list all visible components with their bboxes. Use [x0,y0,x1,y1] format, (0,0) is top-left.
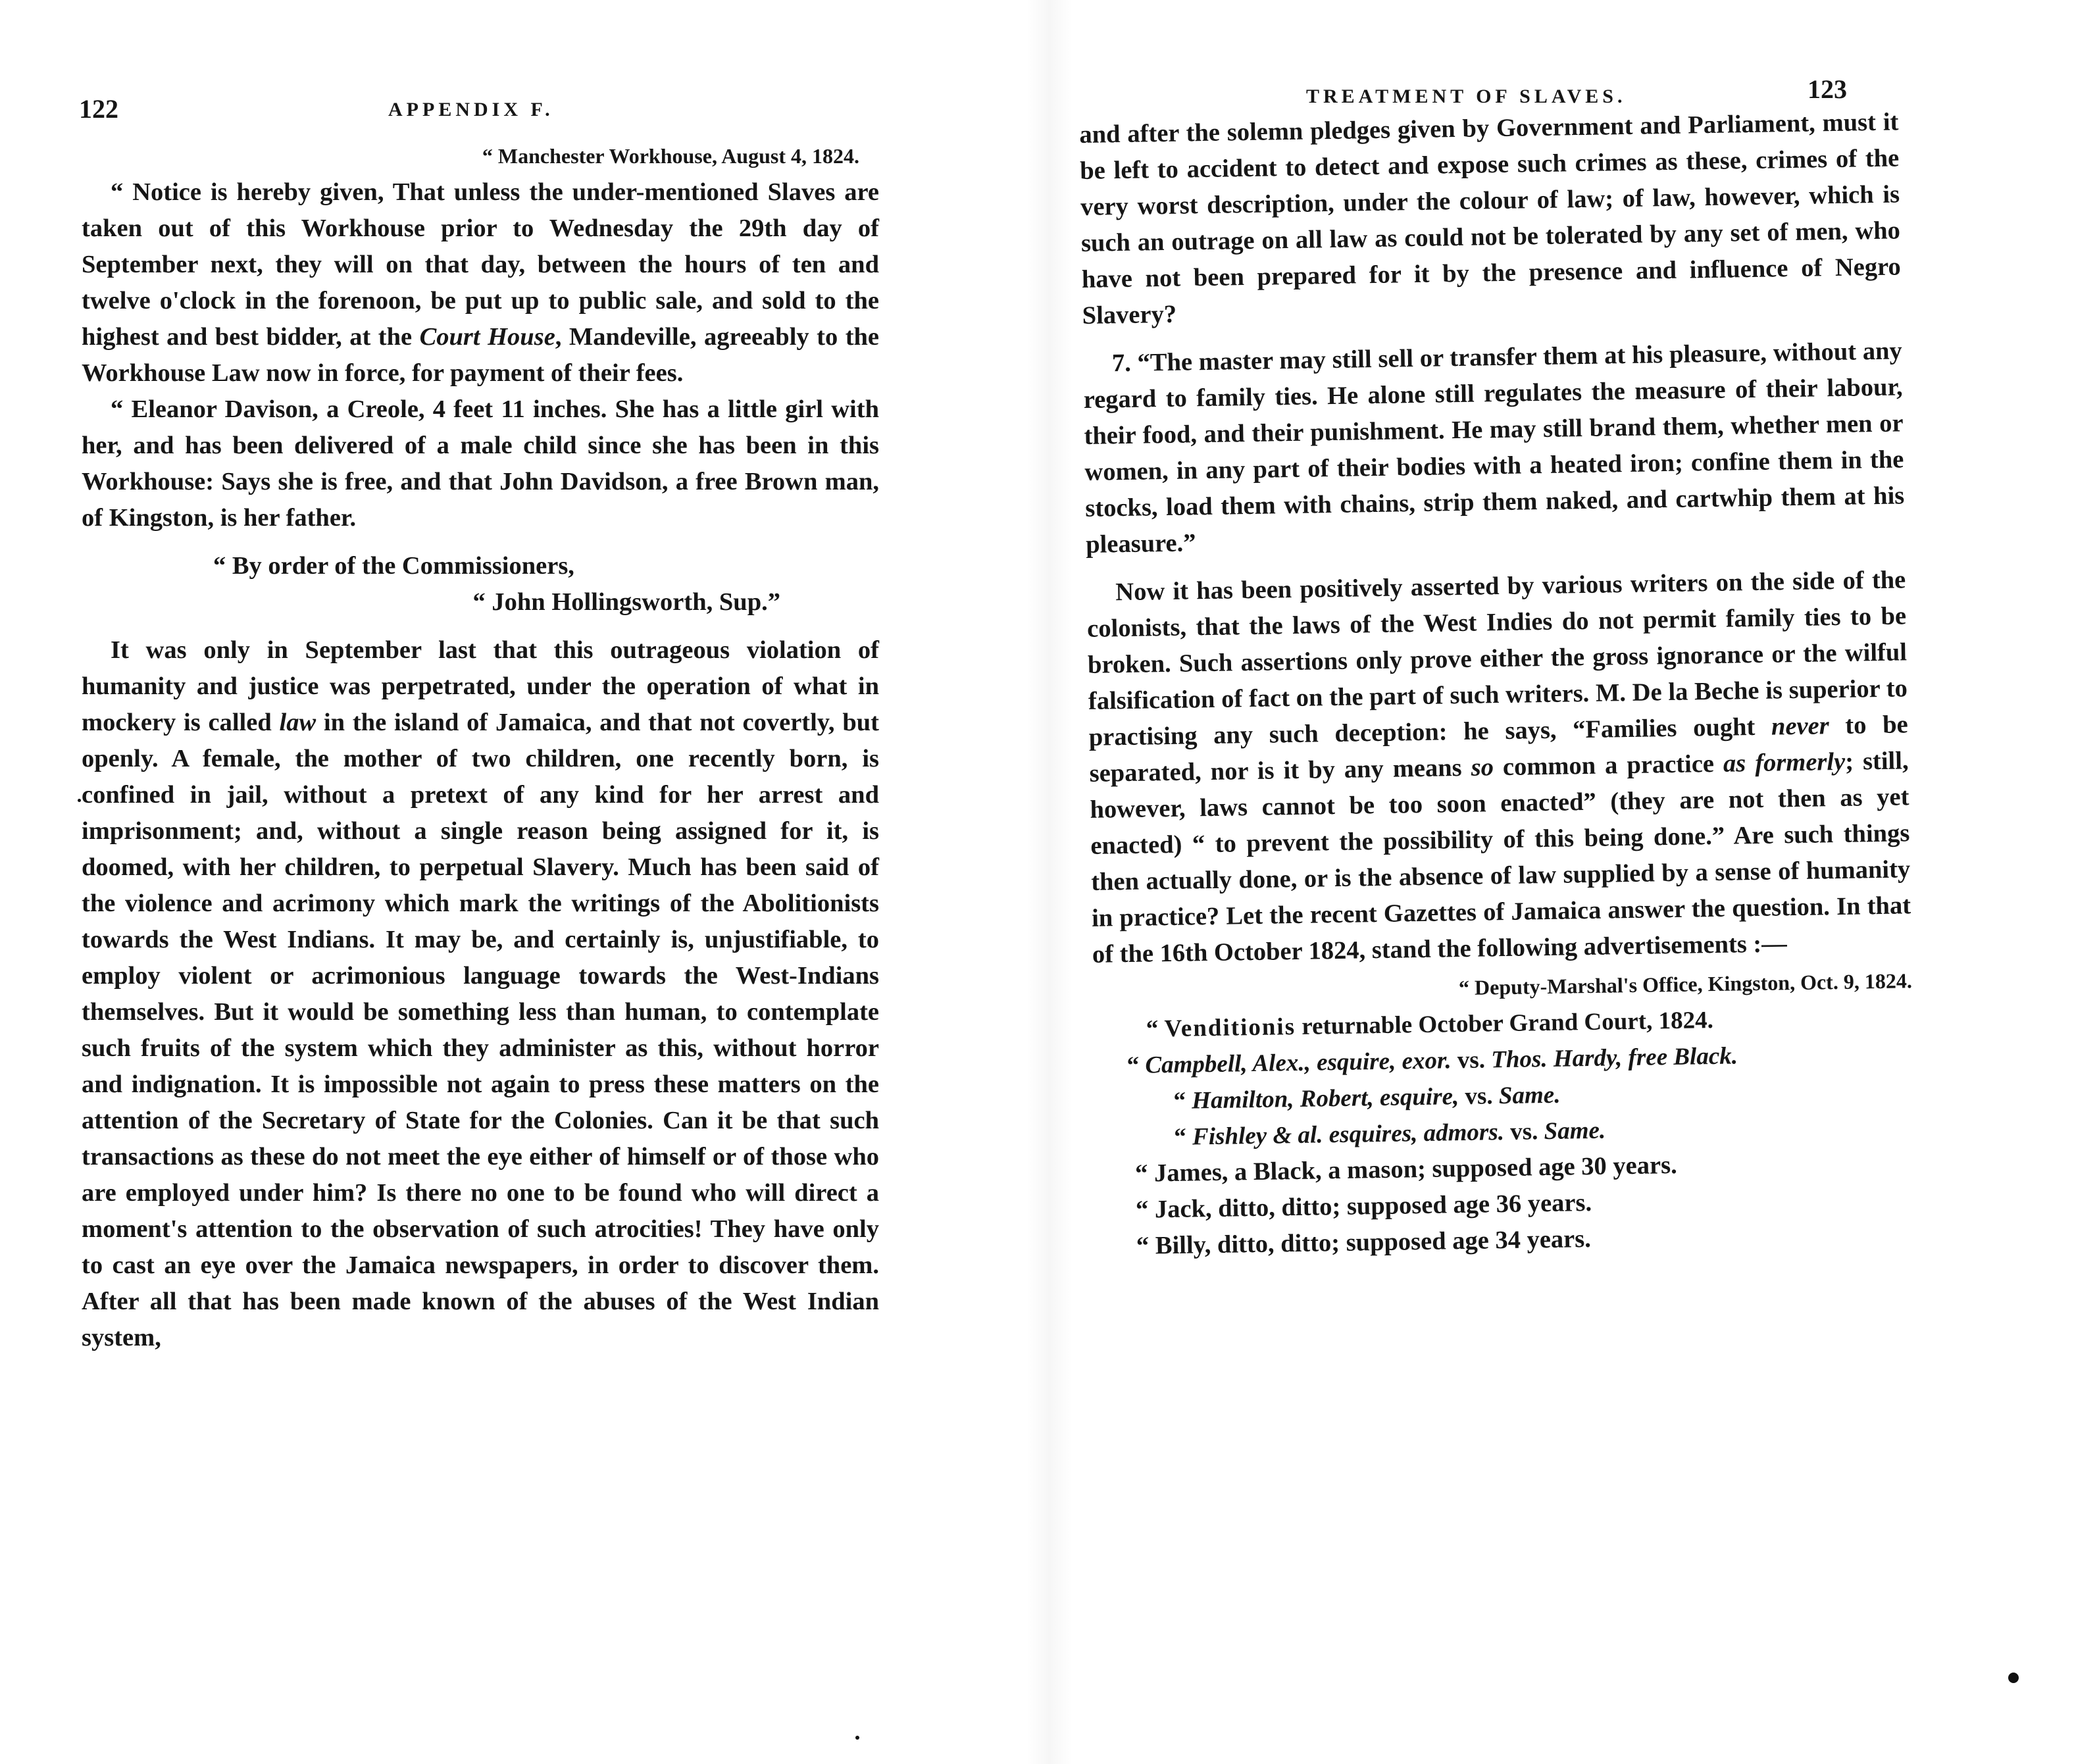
ad-venditionis-rest: returnable October Grand Court, 1824. [1295,1007,1714,1040]
commentary-text-b: in the island of Jamaica, and that not covertly, but openly. A female, the mother of two children, one recently born, is confined in jail, without a pretext of any kind for her arrest and imprisonment; and, without a single reason being assigned for it, is doomed, with her children, to perpetual Slavery. Much has been said of the violence and acrimony which mark the writings of the Abolitionists towards the West Indians. It may be, and certainly is, unjustifiable, to employ violent or acrimonious language towards the West-Indians themselves. But it would be something less than human, to contemplate such fruits of the system which they administer as this, without horror and indignation. It is impossible not again to press these matters on the attention of the Secretary of State for the Colonies. Can it be that such transactions as these do not meet the eye either of himself or of those who are employed under him? Is there no one to be found who will direct a moment's attention to the observation of such atrocities! They have only to cast an eye over the Jamaica newspapers, in order to discover them. After all that has been made known of the abuses of the West Indian system, [82,709,879,1351]
scan-speck [78,799,81,802]
ad-venditionis-word: Venditionis [1164,1013,1296,1043]
workhouse-dateline: “ Manchester Workhouse, August 4, 1824. [482,144,859,168]
ad-dateline: “ Deputy-Marshal's Office, Kingston, Oct. 9, 1824. [1458,969,1913,1000]
ad-hamilton-quote: “ [1173,1087,1192,1115]
ad-campbell-quote: “ [1126,1051,1146,1080]
right-page-body [1079,104,1916,1265]
notice-text-a: “ Notice is hereby given, That unless the under-mentioned Slaves are taken out of this Workhouse prior to Wednesday the 29th day of September next, they will on that day, between the hours of ten and twelve o'clock in the forenoon, be put up to public sale, and sold to the highest and best bidder, at the [82,178,879,351]
ad-campbell-defendant: Thos. Hardy, free Black. [1490,1042,1738,1074]
paragraph-assertions [1086,562,1911,972]
ad-fishley-quote: “ [1174,1123,1193,1151]
assertions-so: so [1471,753,1494,782]
notice-court-house: Court House [419,323,555,351]
continuation-paragraph: and after the solemn pledges given by Government and Parliament, must it be left to accident to detect and expose such crimes as these, crimes of the very worst description, under the colour of law; of law, however, which is such an outrage on all law as could not be tolerated by any set of men, who have not been prepared for it by the presence and influence of Negro Slavery? [1079,108,1902,330]
ad-hamilton-defendant: Same. [1498,1081,1561,1110]
ad-campbell-vs: vs. [1451,1046,1492,1074]
paragraph-7: 7. “The master may still sell or transfer them at his pleasure, without any regard to family ties. He alone still regulates the measure of their labour, their food, and their punishment. He may still brand them, whether men or women, in any part of their bodies with a heated iron; confine them in the stocks, load them with chains, strip them naked, and cartwhip them at his pleasure.” [1083,337,1905,559]
ad-hamilton-vs: vs. [1458,1082,1500,1111]
left-page-body [82,97,879,1356]
signature-line-2: “ John Hollingsworth, Sup.” [472,588,780,616]
page-number-left: 122 [79,94,118,124]
ad-jack: “ Jack, ditto, ditto; supposed age 36 years. [1135,1188,1592,1224]
ad-fishley-plaintiff: Fishley & al. esquires, admors. [1192,1119,1505,1151]
assertions-text-c: common a practice [1493,749,1724,782]
eleanor-paragraph: “ Eleanor Davison, a Creole, 4 feet 11 inches. She has a little girl with her, and has been delivered of a male child since she has been in this Workhouse: Says she is free, and that John Davidson, a free Brown man, of Kingston, is her father. [82,395,879,532]
notice-paragraph [82,174,879,391]
ad-fishley-defendant: Same. [1544,1117,1606,1146]
commentary-law-italic: law [279,709,316,736]
running-head-left: APPENDIX F. [388,99,554,120]
ad-james: “ James, a Black, a mason; supposed age 30 years. [1134,1151,1677,1188]
signature-line-1: “ By order of the Commissioners, [213,552,574,580]
assertions-text-d: ; still, however, laws cannot be too soon enacted” (they are not then as yet enacted) “ to prevent the possibility of this being done.” Are such things then actually done, or is the absence of law supplied by a sense of humanity in practice? Let the recent Gazettes of Jamaica answer the question. In that of the 16th October 1824, stand the following advertisements :— [1090,747,1911,969]
assertions-never: never [1771,712,1829,741]
ad-fishley-vs: vs. [1504,1118,1544,1146]
scan-speck [2008,1673,2019,1683]
ad-campbell-plaintiff: Campbell, Alex., esquire, exor. [1145,1047,1452,1079]
page-number-right: 123 [1808,74,1847,104]
running-head-right: TREATMENT OF SLAVES. [1306,86,1627,107]
ad-venditionis-quote: “ [1146,1015,1165,1043]
assertions-as-formerly: as formerly [1723,747,1846,778]
notice-text-b: , Mandeville, agreeably to the Workhouse Law now in force, for payment of their fees. [82,323,880,387]
scan-speck [855,1736,859,1740]
ad-billy: “ Billy, ditto, ditto; supposed age 34 years. [1136,1224,1592,1260]
assertions-text-b: to be separated, nor is it by any means [1089,711,1908,788]
commentary-paragraph [82,632,879,1356]
assertions-text-a: Now it has been positively asserted by various writers on the side of the colonists, that the laws of the West Indies do not permit family ties to be broken. Such assertions only prove either the gross ignorance or the wilful falsification of fact on the part of such writers. M. De la Beche is superior to practising any such deception: he says, “Families ought [1086,566,1908,751]
commentary-text-a: It was only in September last that this outrageous violation of humanity and justice was perpetrated, under the operation of what in mockery is called [82,636,879,736]
ad-hamilton-plaintiff: Hamilton, Robert, esquire, [1191,1083,1459,1115]
